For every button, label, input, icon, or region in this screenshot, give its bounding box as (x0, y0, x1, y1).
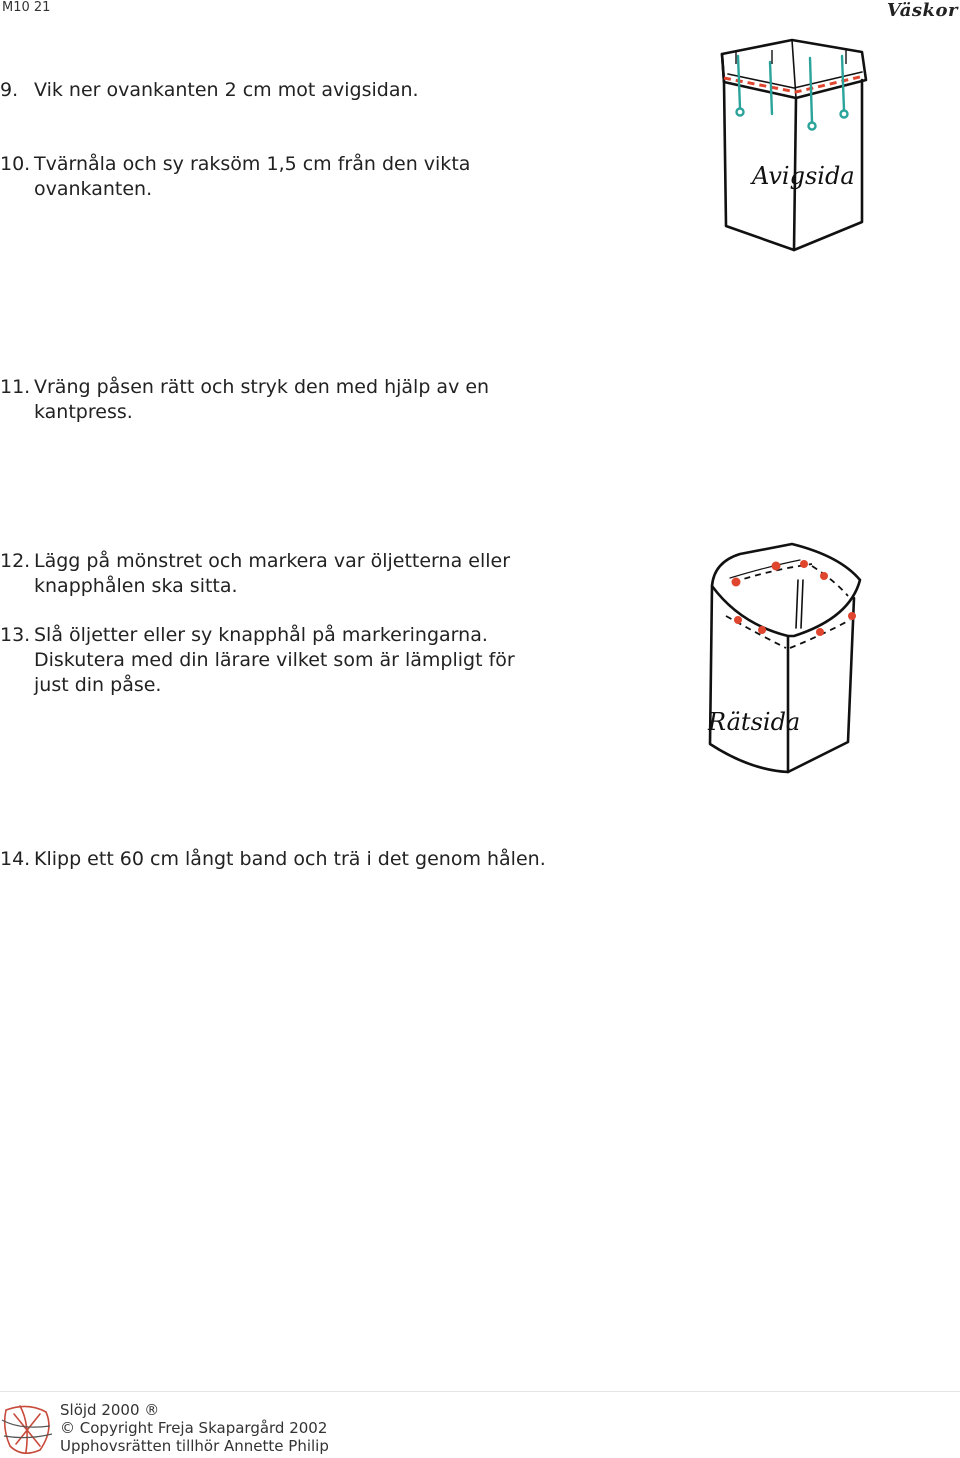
footer-copyright: © Copyright Freja Skapargård 2002 (60, 1419, 328, 1437)
step-text: Slå öljetter eller sy knapphål på markeringarna. (34, 624, 488, 646)
right-side-label: Rätsida (708, 708, 801, 736)
step-9 (0, 78, 620, 103)
step-number: 13. (0, 624, 31, 646)
footer-rights: Upphovsrätten tillhör Annette Philip (60, 1437, 329, 1455)
footer-divider (0, 1391, 960, 1392)
step-text-continued: Diskutera med din lärare vilket som är lämpligt för (34, 649, 515, 671)
step-text: Vräng påsen rätt och stryk den med hjälp av en (34, 376, 490, 398)
step-number: 11. (0, 376, 31, 398)
step-10 (0, 152, 620, 202)
wrong-side-label: Avigsida (752, 162, 855, 190)
document-code: M10 21 (2, 0, 51, 15)
step-text-continued: just din påse. (34, 674, 162, 696)
footer-product: Slöjd 2000 ® (60, 1401, 160, 1419)
step-number: 12. (0, 550, 31, 572)
step-text: Lägg på mönstret och markera var öljetterna eller (34, 550, 511, 572)
step-number: 10. (0, 153, 31, 175)
step-text: Klipp ett 60 cm långt band och trä i det genom hålen. (34, 848, 546, 870)
step-text-continued: knapphålen ska sitta. (34, 575, 238, 597)
step-text: Tvärnåla och sy raksöm 1,5 cm från den vikta (34, 153, 471, 175)
step-number: 9. (0, 79, 19, 101)
step-text-continued: kantpress. (34, 401, 133, 423)
bag-right-side-illustration (700, 536, 868, 776)
publisher-logo-icon (0, 1400, 56, 1458)
category-title: Väskor (886, 0, 958, 21)
step-text-continued: ovankanten. (34, 178, 153, 200)
step-12 (0, 549, 620, 599)
bag-wrong-side-illustration (712, 34, 876, 256)
step-11 (0, 375, 620, 425)
step-number: 14. (0, 848, 31, 870)
step-text: Vik ner ovankanten 2 cm mot avigsidan. (34, 79, 419, 101)
step-13 (0, 623, 620, 698)
footer (60, 1401, 329, 1455)
step-14 (0, 847, 620, 872)
